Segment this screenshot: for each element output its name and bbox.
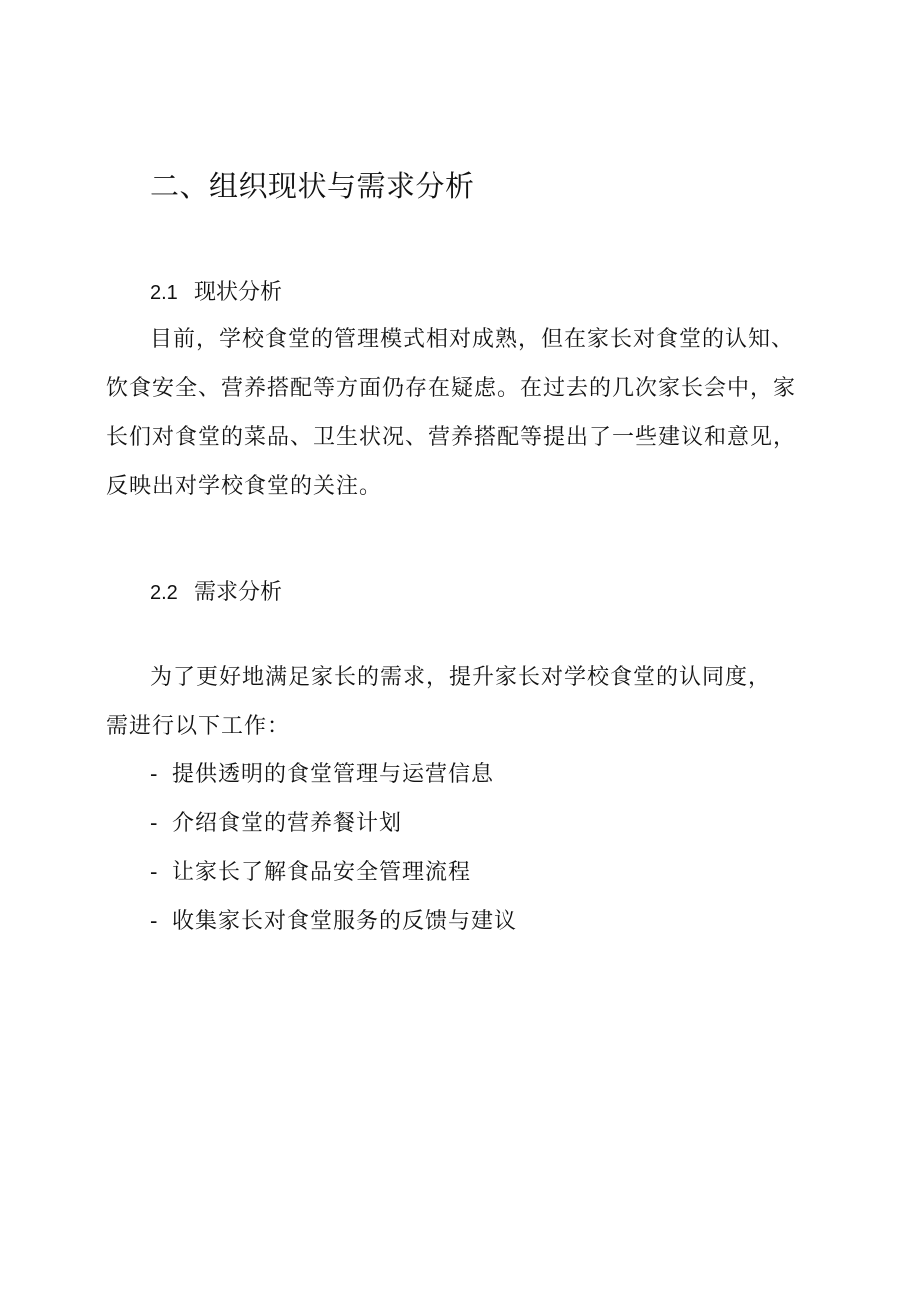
paragraph-line: 为了更好地满足家长的需求，提升家长对学校食堂的认同度，: [150, 665, 772, 690]
paragraph-line: 长们对食堂的菜品、卫生状况、营养搭配等提出了一些建议和意见，: [106, 425, 797, 450]
list-item-text: 收集家长对食堂服务的反馈与建议: [172, 909, 518, 934]
list-item: [150, 799, 517, 848]
list-marker: -: [150, 762, 159, 787]
paragraph-line: 饮食安全、营养搭配等方面仍存在疑虑。在过去的几次家长会中，家: [106, 376, 797, 401]
list-marker: -: [150, 811, 159, 836]
list-item-text: 介绍食堂的营养餐计划: [172, 811, 403, 836]
paragraph-line: 反映出对学校食堂的关注。: [106, 474, 383, 499]
chapter-title: 二、组织现状与需求分析: [150, 169, 475, 203]
list-item: [150, 750, 517, 799]
list-marker: -: [150, 860, 159, 885]
list-item: [150, 897, 517, 946]
paragraph-line: 目前，学校食堂的管理模式相对成熟，但在家长对食堂的认知、: [150, 327, 795, 352]
work-item-list: [150, 750, 517, 946]
needs-analysis-paragraph: [106, 653, 806, 751]
paragraph-line: 需进行以下工作：: [106, 714, 291, 739]
section-heading-2-1: [150, 278, 282, 308]
list-marker: -: [150, 909, 159, 934]
section-number: 2.1: [150, 282, 178, 304]
section-title: 需求分析: [194, 580, 283, 605]
list-item: [150, 848, 517, 897]
list-item-text: 提供透明的食堂管理与运营信息: [172, 762, 495, 787]
section-number: 2.2: [150, 582, 178, 604]
section-heading-2-2: [150, 578, 282, 608]
list-item-text: 让家长了解食品安全管理流程: [172, 860, 472, 885]
section-title: 现状分析: [194, 280, 283, 305]
status-analysis-paragraph: [106, 315, 806, 511]
